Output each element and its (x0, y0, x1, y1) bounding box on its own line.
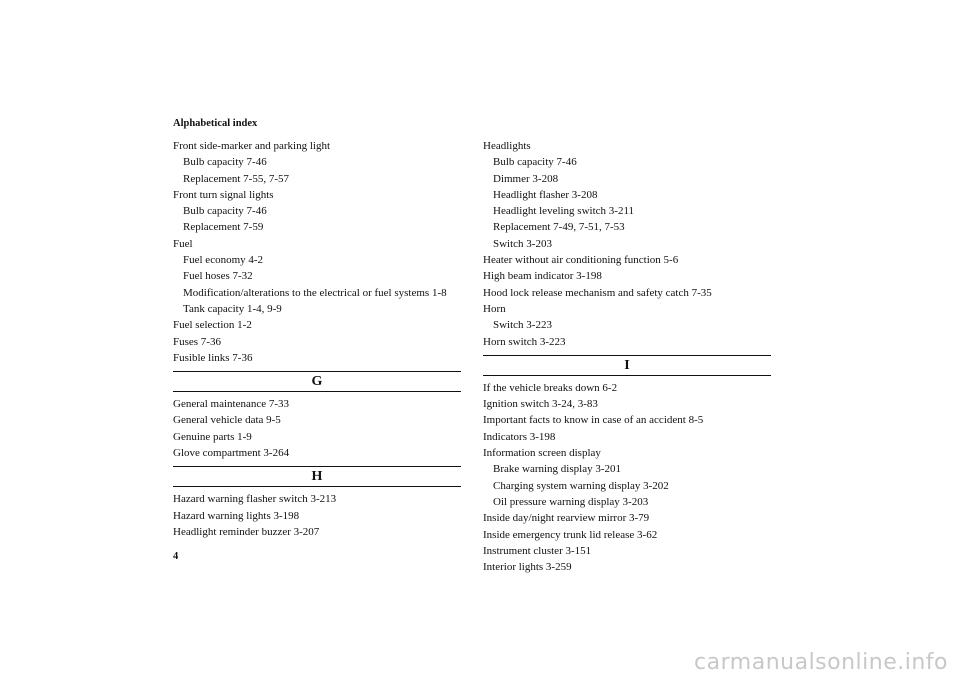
index-entry: Front side-marker and parking light (173, 140, 331, 152)
page-header-title: Alphabetical index (173, 118, 258, 129)
index-group-i (483, 380, 771, 576)
index-entry: Inside emergency trunk lid release 3-62 (483, 528, 658, 541)
index-entry: Fuel selection 1-2 (173, 319, 252, 332)
index-subentry: Switch 3-223 (493, 319, 552, 332)
index-entry: Instrument cluster 3-151 (483, 544, 592, 557)
section-letter-i: I (483, 355, 771, 376)
index-column-left (173, 138, 461, 540)
index-subentry: Bulb capacity 7-46 (183, 205, 267, 218)
index-entry: Heater without air conditioning function 5-6 (483, 254, 679, 267)
index-group-f (173, 138, 461, 366)
index-subentry: Bulb capacity 7-46 (183, 156, 267, 169)
index-entry: Fuses 7-36 (173, 335, 221, 348)
index-subentry: Oil pressure warning display 3-203 (493, 495, 649, 508)
index-subentry: Headlight leveling switch 3-211 (493, 205, 635, 218)
section-letter-g: G (173, 371, 461, 392)
page-number: 4 (173, 551, 179, 562)
index-subentry: Fuel hoses 7-32 (183, 270, 253, 283)
index-group-h-continued (483, 138, 771, 350)
index-entry: Genuine parts 1-9 (173, 430, 252, 443)
index-subentry: Fuel economy 4-2 (183, 254, 264, 267)
index-subentry: Modification/alterations to the electrical or fuel systems 1-8 (183, 286, 447, 299)
index-subentry: Tank capacity 1-4, 9-9 (183, 302, 282, 315)
index-group-h (173, 491, 461, 540)
index-column-right (483, 138, 771, 575)
index-subentry: Dimmer 3-208 (493, 172, 559, 185)
index-entry: Interior lights 3-259 (483, 561, 572, 574)
index-entry: Indicators 3-198 (483, 430, 556, 443)
index-entry: Front turn signal lights (173, 188, 274, 201)
index-entry: General vehicle data 9-5 (173, 414, 281, 427)
index-entry: High beam indicator 3-198 (483, 270, 602, 283)
index-entry: General maintenance 7-33 (173, 398, 290, 411)
index-entry: Headlights (483, 140, 531, 152)
index-entry: Important facts to know in case of an accident 8-5 (483, 414, 704, 427)
index-entry: Inside day/night rearview mirror 3-79 (483, 512, 650, 525)
index-entry: Information screen display (483, 447, 601, 460)
index-entry: Ignition switch 3-24, 3-83 (483, 398, 598, 411)
index-subentry: Switch 3-203 (493, 237, 552, 250)
watermark: carmanualsonline.info (694, 650, 948, 675)
section-letter-h: H (173, 466, 461, 487)
index-subentry: Bulb capacity 7-46 (493, 156, 577, 169)
index-entry: Hazard warning flasher switch 3-213 (173, 493, 337, 506)
index-subentry: Replacement 7-49, 7-51, 7-53 (493, 221, 625, 234)
index-group-g (173, 396, 461, 461)
index-entry: Fuel (173, 237, 193, 250)
index-subentry: Brake warning display 3-201 (493, 463, 621, 476)
index-entry: Hood lock release mechanism and safety catch 7-35 (483, 286, 712, 299)
index-entry: Glove compartment 3-264 (173, 447, 290, 460)
index-entry: Headlight reminder buzzer 3-207 (173, 525, 320, 538)
index-entry: If the vehicle breaks down 6-2 (483, 381, 618, 394)
index-entry: Horn (483, 302, 506, 315)
index-entry: Horn switch 3-223 (483, 335, 566, 348)
index-subentry: Replacement 7-55, 7-57 (183, 172, 289, 185)
index-subentry: Charging system warning display 3-202 (493, 479, 669, 492)
index-entry: Hazard warning lights 3-198 (173, 509, 300, 522)
index-subentry: Replacement 7-59 (183, 221, 264, 234)
index-entry: Fusible links 7-36 (173, 351, 253, 364)
index-subentry: Headlight flasher 3-208 (493, 188, 598, 201)
